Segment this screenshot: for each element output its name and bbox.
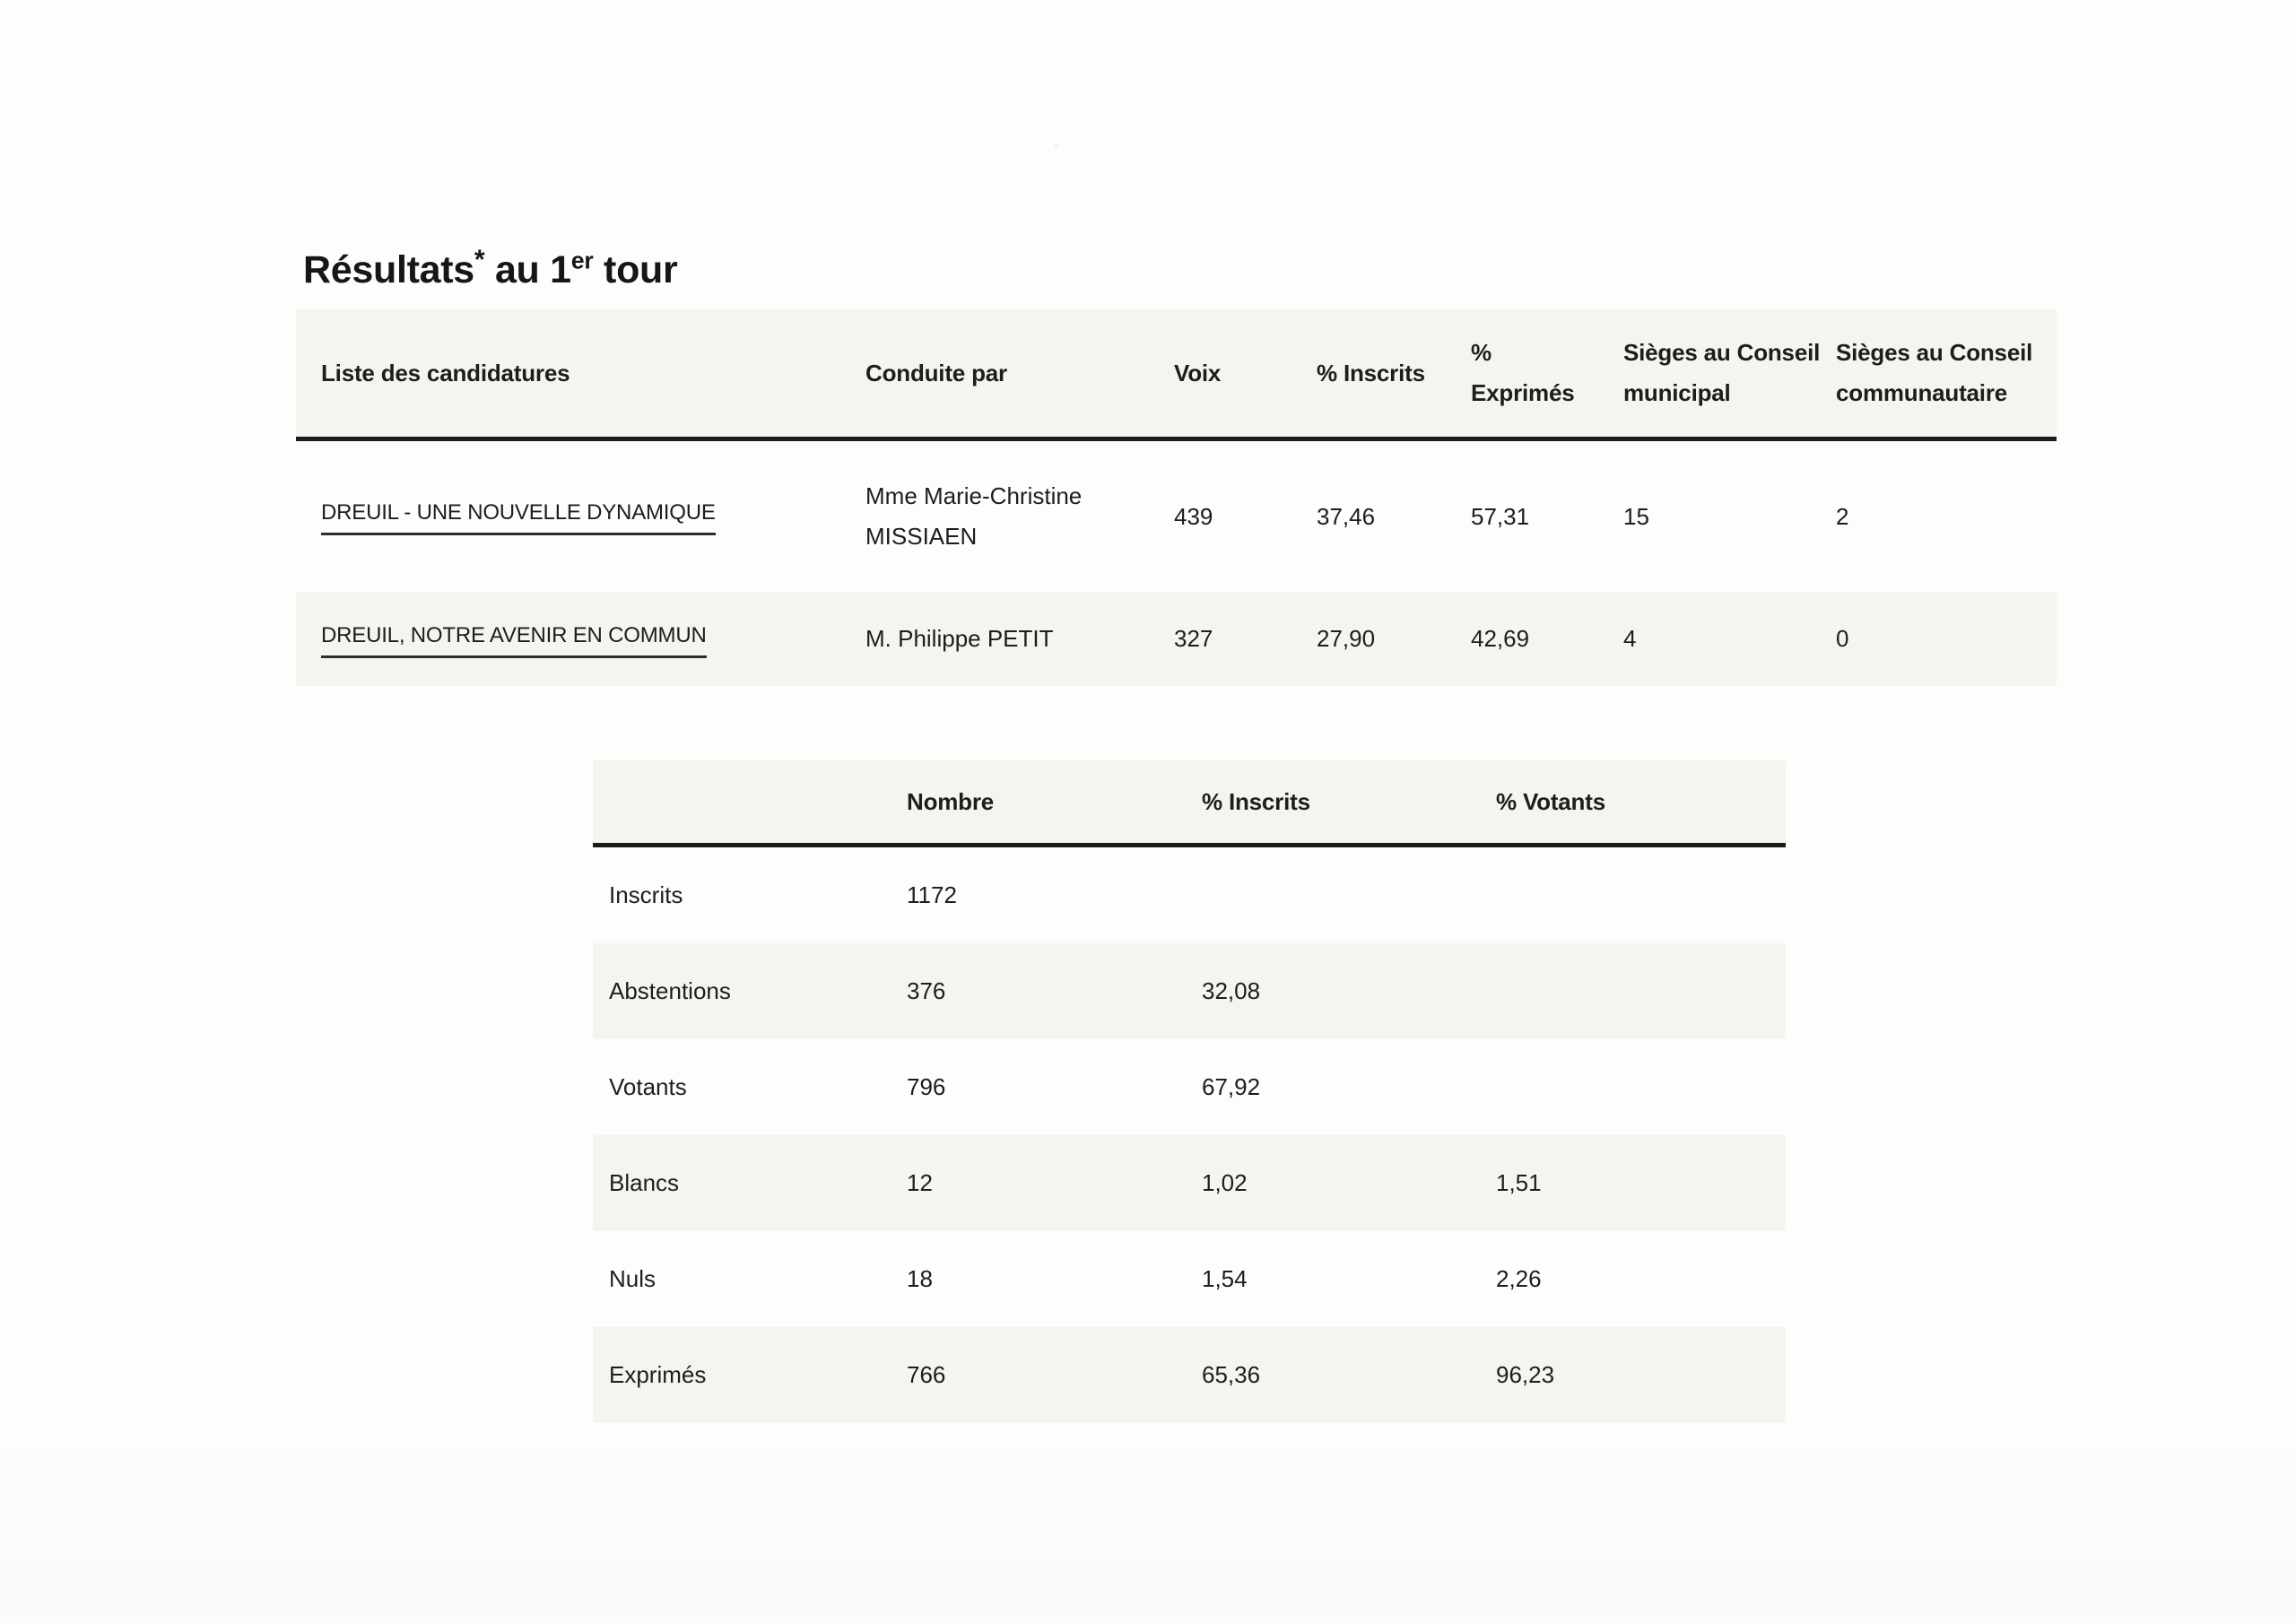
header-sieges-communautaire-line2: communautaire (1836, 379, 2008, 406)
header-sieges-municipal (1623, 333, 1836, 413)
row-label: Exprimés (609, 1361, 707, 1388)
cell-liste (296, 621, 865, 658)
row-label: Blancs (609, 1169, 680, 1196)
header-nombre: Nombre (907, 787, 995, 815)
results-row-dreuil-une-nouvelle-dynamique (296, 441, 2057, 592)
title-asterisk: * (474, 245, 485, 275)
header-sieges-communautaire-line1: Sièges au Conseil (1836, 339, 2033, 366)
header-sieges-municipal-line2: municipal (1623, 379, 1731, 406)
cell-pct-inscrits: 1,54 (1202, 1265, 1248, 1292)
header-voix: Voix (1174, 359, 1222, 386)
participation-table (593, 760, 1786, 1423)
header-pct-exprimes (1471, 333, 1623, 413)
header-pct-inscrits: % Inscrits (1202, 787, 1310, 815)
cell-nombre: 12 (907, 1169, 933, 1196)
cell-pct-votants: 1,51 (1496, 1169, 1542, 1196)
cell-nombre: 766 (907, 1361, 946, 1388)
page-title (303, 245, 678, 292)
header-conduite-par: Conduite par (865, 359, 1007, 386)
title-mid: au 1 (484, 247, 571, 291)
cell-pct-exprimes: 42,69 (1471, 625, 1530, 652)
cell-nombre: 376 (907, 977, 946, 1004)
title-tail: tour (593, 247, 678, 291)
cell-pct-inscrits: 67,92 (1202, 1073, 1261, 1100)
participation-row-nuls (593, 1231, 1786, 1327)
header-pct-exprimes-line1: % (1471, 339, 1492, 366)
cell-liste (296, 498, 865, 535)
cell-voix: 439 (1174, 502, 1213, 530)
row-label: Votants (609, 1073, 687, 1100)
header-sieges-communautaire (1836, 333, 2057, 413)
cell-sieges-communautaire: 0 (1836, 625, 1849, 652)
row-label: Inscrits (609, 881, 683, 908)
cell-nombre: 796 (907, 1073, 946, 1100)
results-table (296, 309, 2057, 686)
cell-nombre: 1172 (907, 881, 957, 908)
header-pct-votants: % Votants (1496, 787, 1605, 815)
conduite-line1: Mme Marie-Christine (865, 482, 1083, 509)
cell-pct-exprimes: 57,31 (1471, 502, 1530, 530)
candidate-list-link[interactable]: DREUIL, NOTRE AVENIR EN COMMUN (321, 623, 707, 658)
cell-pct-inscrits: 65,36 (1202, 1361, 1261, 1388)
cell-voix: 327 (1174, 625, 1213, 652)
cell-conduite-par (865, 476, 1174, 557)
results-row-dreuil-notre-avenir-en-commun (296, 592, 2057, 686)
cell-pct-inscrits: 1,02 (1202, 1169, 1248, 1196)
header-sieges-municipal-line1: Sièges au Conseil (1623, 339, 1821, 366)
conduite-line1: M. Philippe PETIT (865, 625, 1054, 652)
participation-row-inscrits (593, 847, 1786, 943)
cell-pct-inscrits: 32,08 (1202, 977, 1261, 1004)
row-label: Abstentions (609, 977, 731, 1004)
cell-nombre: 18 (907, 1265, 933, 1292)
participation-row-votants (593, 1039, 1786, 1135)
cell-sieges-municipal: 15 (1623, 502, 1649, 530)
participation-row-blancs (593, 1135, 1786, 1231)
header-pct-exprimes-line2: Exprimés (1471, 379, 1575, 406)
results-table-header-row (296, 309, 2057, 441)
header-pct-inscrits: % Inscrits (1317, 359, 1425, 386)
participation-row-exprimes (593, 1327, 1786, 1423)
participation-row-abstentions (593, 943, 1786, 1039)
title-ordinal: er (570, 247, 594, 274)
candidate-list-link[interactable]: DREUIL - UNE NOUVELLE DYNAMIQUE (321, 500, 716, 535)
cell-conduite-par (865, 619, 1174, 659)
cell-pct-votants: 2,26 (1496, 1265, 1542, 1292)
header-liste-candidatures: Liste des candidatures (321, 359, 570, 386)
cell-pct-inscrits: 27,90 (1317, 625, 1376, 652)
cell-sieges-municipal: 4 (1623, 625, 1637, 652)
conduite-line2: MISSIAEN (865, 523, 978, 550)
title-word: Résultats (303, 247, 474, 291)
cell-sieges-communautaire: 2 (1836, 502, 1849, 530)
cell-pct-votants: 96,23 (1496, 1361, 1555, 1388)
cell-pct-inscrits: 37,46 (1317, 502, 1376, 530)
row-label: Nuls (609, 1265, 657, 1292)
participation-table-header-row (593, 760, 1786, 847)
